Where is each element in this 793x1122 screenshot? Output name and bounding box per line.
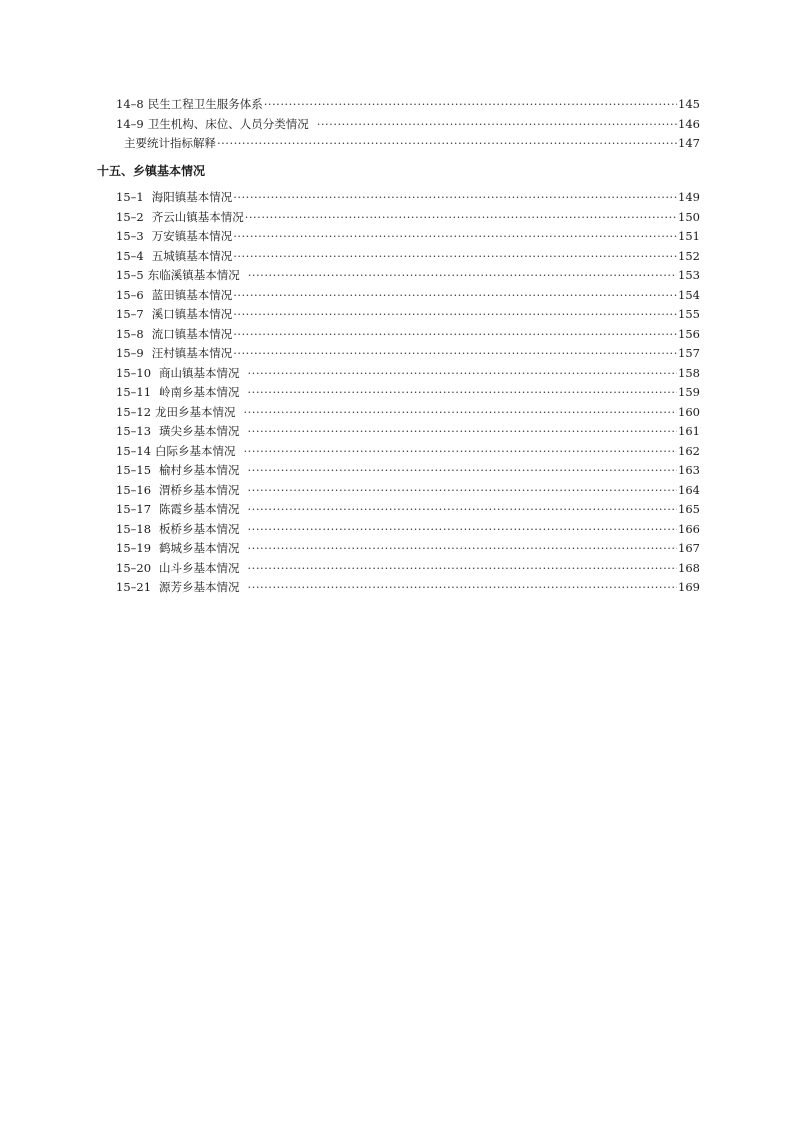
entry-title: 东临溪镇基本情况 xyxy=(147,268,240,282)
dot-leader xyxy=(233,188,677,206)
toc-entry[interactable] xyxy=(116,539,700,557)
toc-entry[interactable] xyxy=(116,305,700,323)
dot-leader xyxy=(233,305,677,323)
dot-leader xyxy=(248,364,678,382)
dot-leader xyxy=(244,442,678,460)
dot-leader xyxy=(317,115,677,133)
toc-entry[interactable] xyxy=(116,442,700,460)
toc-entry[interactable] xyxy=(116,422,700,440)
dot-leader xyxy=(233,247,677,265)
dot-leader xyxy=(233,344,677,362)
entry-page-number: 157 xyxy=(678,346,700,360)
entry-title: 海阳镇基本情况 xyxy=(151,190,233,204)
toc-entry-statistical-indicators[interactable] xyxy=(124,134,700,152)
dot-leader xyxy=(248,481,678,499)
entry-title: 岭南乡基本情况 xyxy=(159,385,240,399)
dot-leader xyxy=(248,422,678,440)
entry-page-number: 156 xyxy=(678,327,700,341)
entry-number: 15–7 xyxy=(116,307,144,321)
entry-title: 商山镇基本情况 xyxy=(159,366,240,380)
dot-leader xyxy=(248,578,678,596)
entry-page-number: 164 xyxy=(678,483,700,497)
entry-title: 渭桥乡基本情况 xyxy=(159,483,240,497)
section-heading[interactable]: 十五、乡镇基本情况 xyxy=(97,164,206,178)
entry-page-number: 150 xyxy=(678,210,700,224)
entry-number: 15–6 xyxy=(116,288,144,302)
toc-entry-14-8[interactable] xyxy=(116,95,700,113)
dot-leader xyxy=(245,208,677,226)
toc-entry[interactable] xyxy=(116,461,700,479)
entry-title: 卫生机构、床位、人员分类情况 xyxy=(147,117,309,131)
entry-title: 榆村乡基本情况 xyxy=(159,463,240,477)
toc-entry[interactable] xyxy=(116,247,700,265)
dot-leader xyxy=(244,403,678,421)
entry-title: 璜尖乡基本情况 xyxy=(159,424,240,438)
entry-title: 溪口镇基本情况 xyxy=(151,307,233,321)
toc-entry[interactable] xyxy=(116,344,700,362)
entry-page-number: 163 xyxy=(678,463,700,477)
entry-page-number: 162 xyxy=(678,444,700,458)
entry-number: 15–9 xyxy=(116,346,144,360)
entry-number: 15–14 xyxy=(116,444,152,458)
toc-entry[interactable] xyxy=(116,325,700,343)
entry-page-number: 160 xyxy=(678,405,700,419)
entry-page-number: 155 xyxy=(678,307,700,321)
entry-number: 15–8 xyxy=(116,327,144,341)
toc-entry[interactable] xyxy=(116,383,700,401)
toc-entry[interactable] xyxy=(116,208,700,226)
entry-number: 15–20 xyxy=(116,561,152,575)
toc-entry[interactable] xyxy=(116,286,700,304)
entry-number: 15–13 xyxy=(116,424,152,438)
dot-leader xyxy=(248,559,678,577)
toc-entry[interactable] xyxy=(116,364,700,382)
toc-entry[interactable] xyxy=(116,520,700,538)
entry-number: 15–5 xyxy=(116,268,144,282)
entry-number: 15–11 xyxy=(116,385,152,399)
entry-title: 白际乡基本情况 xyxy=(155,444,236,458)
entry-title: 板桥乡基本情况 xyxy=(159,522,240,536)
entry-number: 15–12 xyxy=(116,405,152,419)
entry-title: 齐云山镇基本情况 xyxy=(151,210,244,224)
dot-leader xyxy=(248,383,678,401)
toc-entry[interactable] xyxy=(116,481,700,499)
entry-page-number: 146 xyxy=(678,117,700,131)
dot-leader xyxy=(264,95,677,113)
entry-page-number: 153 xyxy=(678,268,700,282)
entry-page-number: 147 xyxy=(678,136,700,150)
entry-number: 15–17 xyxy=(116,502,152,516)
toc-entry[interactable] xyxy=(116,500,700,518)
entry-title: 龙田乡基本情况 xyxy=(155,405,236,419)
entry-number: 15–1 xyxy=(116,190,144,204)
entry-number: 15–16 xyxy=(116,483,152,497)
toc-entry-14-9[interactable] xyxy=(116,115,700,133)
dot-leader xyxy=(233,227,677,245)
entry-title: 蓝田镇基本情况 xyxy=(151,288,233,302)
entry-page-number: 167 xyxy=(678,541,700,555)
dot-leader xyxy=(233,325,677,343)
toc-entry[interactable] xyxy=(116,266,700,284)
entry-number: 15–3 xyxy=(116,229,144,243)
entry-title: 民生工程卫生服务体系 xyxy=(147,97,263,111)
entry-title: 山斗乡基本情况 xyxy=(159,561,240,575)
toc-entry[interactable] xyxy=(116,559,700,577)
entry-page-number: 169 xyxy=(678,580,700,594)
entry-title: 汪村镇基本情况 xyxy=(151,346,233,360)
entry-number: 15–15 xyxy=(116,463,152,477)
entry-page-number: 145 xyxy=(678,97,700,111)
dot-leader xyxy=(217,134,677,152)
dot-leader xyxy=(248,266,677,284)
entry-title: 源芳乡基本情况 xyxy=(159,580,240,594)
entry-title: 五城镇基本情况 xyxy=(151,249,233,263)
entry-number: 15–21 xyxy=(116,580,152,594)
entry-title: 陈霞乡基本情况 xyxy=(159,502,240,516)
entry-number: 14–9 xyxy=(116,117,144,131)
entry-title: 万安镇基本情况 xyxy=(151,229,233,243)
dot-leader xyxy=(248,539,678,557)
toc-entry[interactable] xyxy=(116,403,700,421)
dot-leader xyxy=(248,500,678,518)
entry-page-number: 166 xyxy=(678,522,700,536)
entry-page-number: 151 xyxy=(678,229,700,243)
entry-page-number: 159 xyxy=(678,385,700,399)
toc-entry[interactable] xyxy=(116,188,700,206)
entry-title: 主要统计指标解释 xyxy=(124,136,216,150)
entry-number: 15–18 xyxy=(116,522,152,536)
entry-number: 15–19 xyxy=(116,541,152,555)
entry-page-number: 161 xyxy=(678,424,700,438)
toc-entry[interactable] xyxy=(116,227,700,245)
entry-title: 鹤城乡基本情况 xyxy=(159,541,240,555)
entry-number: 15–2 xyxy=(116,210,144,224)
dot-leader xyxy=(248,520,678,538)
entry-number: 14–8 xyxy=(116,97,144,111)
entry-page-number: 154 xyxy=(678,288,700,302)
entry-page-number: 149 xyxy=(678,190,700,204)
dot-leader xyxy=(248,461,678,479)
entry-title: 流口镇基本情况 xyxy=(151,327,233,341)
entry-number: 15–10 xyxy=(116,366,152,380)
entry-number: 15–4 xyxy=(116,249,144,263)
entry-page-number: 168 xyxy=(678,561,700,575)
toc-entry[interactable] xyxy=(116,578,700,596)
dot-leader xyxy=(233,286,677,304)
entry-page-number: 152 xyxy=(678,249,700,263)
entry-page-number: 158 xyxy=(678,366,700,380)
entry-page-number: 165 xyxy=(678,502,700,516)
